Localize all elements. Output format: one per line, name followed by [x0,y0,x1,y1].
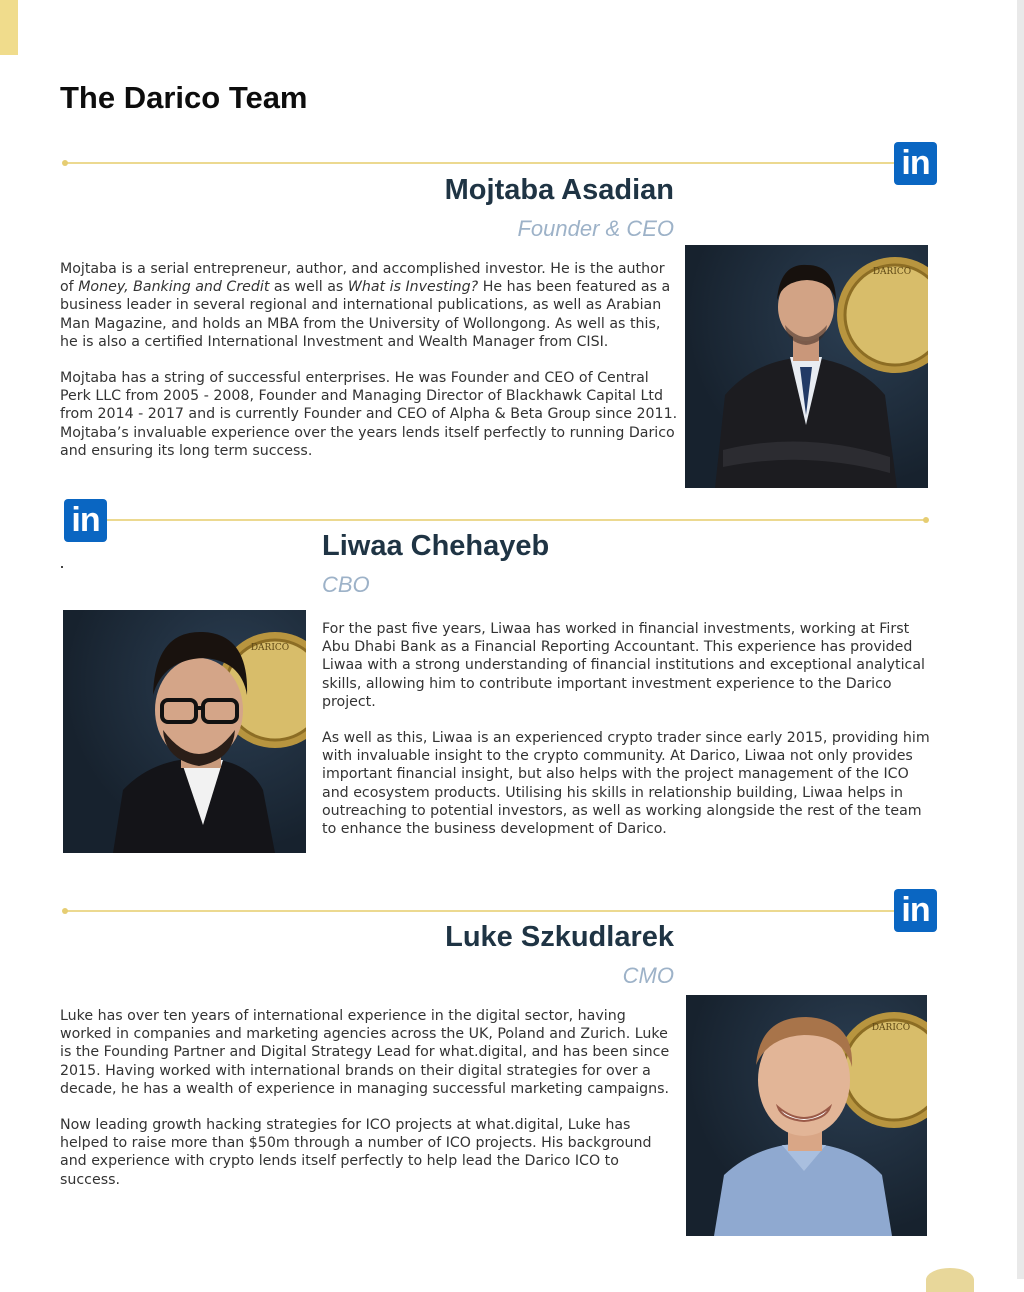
member-bio [322,620,936,856]
bio-paragraph [60,260,678,351]
member-photo [63,610,306,853]
member-role: CBO [322,572,370,597]
book-title: Money, Banking and Credit [78,279,270,296]
book-title: What is Investing? [347,279,479,296]
divider-dot [62,160,68,166]
bio-text: As well as this, Liwaa is an experienced crypto trader since early 2015, providing him with invaluable insight to the crypto community. At Darico, Liwaa not only provides important financial insight, but also helps with the project management of the ICO and ecosystem products. Utilising his skills in relationship building, Liwaa helps in outreaching to potential investors, as well as working alongside the rest of the team to enhance the business development of Darico. [322,730,930,838]
linkedin-icon[interactable]: in [894,142,937,185]
bio-paragraph [60,1116,678,1189]
member-name: Mojtaba Asadian [444,174,674,206]
linkedin-icon[interactable]: in [894,889,937,932]
bio-paragraph [60,369,678,460]
divider-line [64,910,894,912]
bio-text: Now leading growth hacking strategies for ICO projects at what.digital, Luke has helped to raise more than $50m through a number of ICO projects. His background and experience with crypto lends itself perfectly to help lead the Darico ICO to success. [60,1117,652,1188]
member-role: Founder & CEO [517,216,674,241]
divider-dot [62,908,68,914]
bio-text: Mojtaba is a serial entrepreneur, author, and accomplished investor. He is the author of [60,261,665,296]
gold-tab-decoration [0,0,18,55]
member-bio [60,1007,678,1207]
page-edge-strip [1017,0,1024,1279]
member-photo [685,245,928,488]
stray-dot-mark [61,566,63,568]
page-title: The Darico Team [60,80,308,115]
divider-dot [923,517,929,523]
bio-paragraph [60,1007,678,1098]
bio-text: as well as [269,279,348,296]
coin-text: DARICO [871,1023,911,1033]
divider-line [64,162,894,164]
member-name: Liwaa Chehayeb [322,530,550,562]
darico-coin-icon [837,257,928,373]
member-name: Luke Szkudlarek [445,921,674,953]
linkedin-icon[interactable]: in [64,499,107,542]
member-bio [60,260,678,478]
divider-line [107,519,927,521]
bottom-seal-decoration [926,1268,974,1292]
member-role: CMO [622,963,674,988]
coin-text: DARICO [872,267,912,277]
darico-coin-icon [836,1012,927,1128]
member-photo [686,995,927,1236]
bio-text: He has been featured as a business leader in several regional and international publications, as well as Arabian Man Magazine, and holds an MBA from the University of Wollongong. As well as this, he is also a certified International Investment and Wealth Manager from CISI. [60,279,671,350]
bio-text: Luke has over ten years of international experience in the digital sector, having worked in companies and marketing agencies across the UK, Poland and Zurich. Luke is the Founding Partner and Digital Strategy Lead for what.digital, and has been since 2015. Having worked with international brands on their digital strategies for over a decade, he has a wealth of experience in managing successful marketing campaigns. [60,1008,670,1097]
bio-text: Mojtaba has a string of successful enterprises. He was Founder and CEO of Central Perk LLC from 2005 - 2008, Founder and Managing Director of Blackhawk Capital Ltd from 2014 - 2017 and is currently Founder and CEO of Alpha & Beta Group since 2011. Mojtaba’s invaluable experience over the years lends itself perfectly to running Darico and ensuring its long term success. [60,370,678,459]
bio-paragraph [322,620,936,711]
bio-text: For the past five years, Liwaa has worked in financial investments, working at First Abu Dhabi Bank as a Financial Reporting Accountant. This experience has provided Liwaa with a strong understanding of financial institutions and exceptional analytical skills, allowing him to contribute important investment experience to the Darico project. [322,621,925,710]
coin-text: DARICO [250,643,290,653]
bio-paragraph [322,729,936,838]
